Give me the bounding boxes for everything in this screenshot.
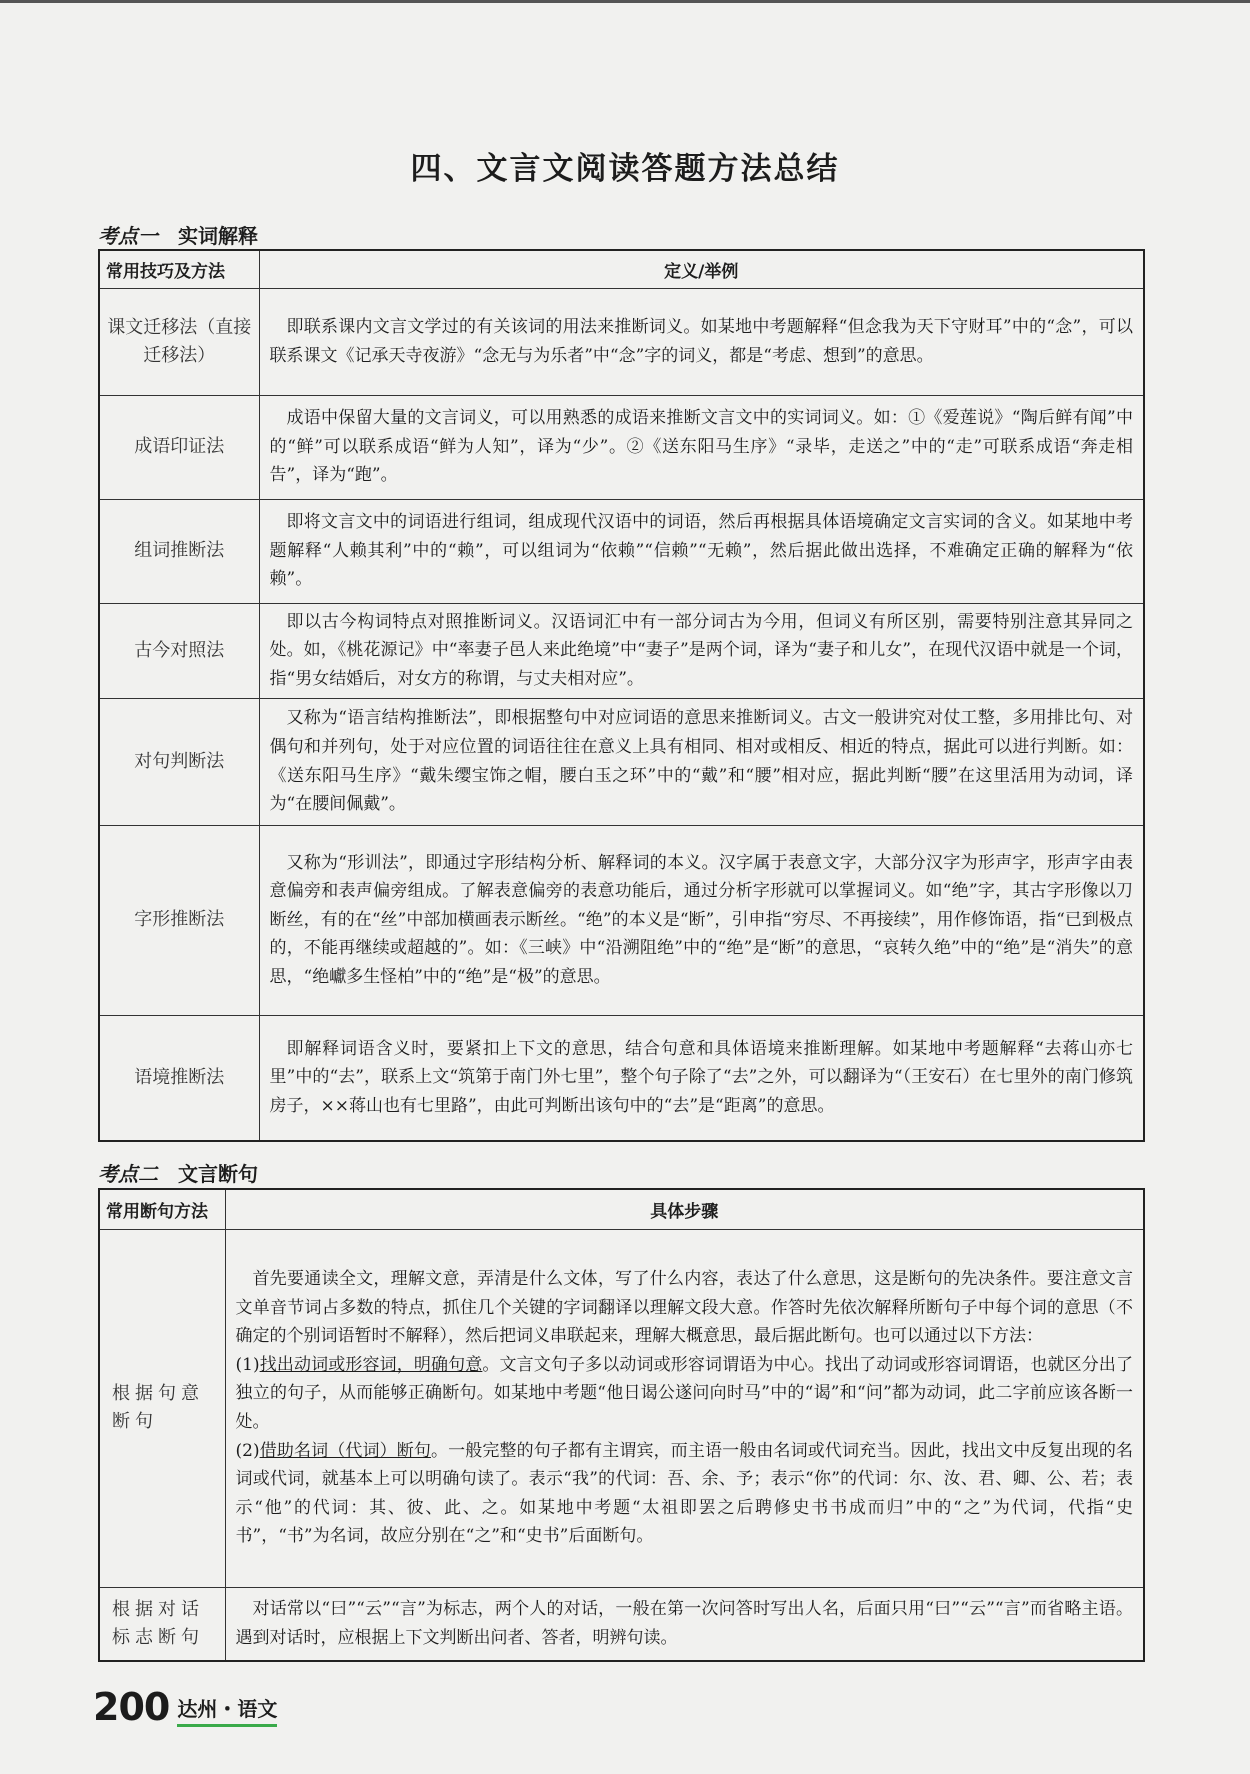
section-number: 考点二 <box>98 1162 158 1186</box>
method-cell: 组词推断法 <box>99 499 259 603</box>
method-item-2: (2)借助名词（代词）断句。一般完整的句子都有主谓宾，而主语一般由名词或代词充当。因此，找出文中反复出现的名词或代词，就基本上可以明确句读了。表示“我”的代词：吾、余、予；表示“你”的代词：尔、汝、君、卿、公、若；表示“他”的代词：其、彼、此、之。如某地中考题“太祖即罢之后聘修史书书成而归”中的“之”为代词，代指“史书”，“书”为名词，故应分别在“之”和“史书”后面断句。 <box>235 1440 1134 1547</box>
section-heading-2 <box>98 1158 258 1187</box>
method-cell: 课文迁移法（直接迁移法） <box>99 288 259 395</box>
description-cell: 又称为“形训法”，即通过字形结构分析、解释词的本义。汉字属于表意文字，大部分汉字为形声字，形声字由表意偏旁和表声偏旁组成。了解表意偏旁的表意功能后，通过分析字形就可以掌握词义。如“绝”字，其古字形像以刀断丝，有的在“丝”中部加横画表示断丝。“绝”的本义是“断”，引申指“穷尽、不再接续”，用作修饰语，指“已到极点的，不能再继续或超越的”。如：《三峡》中“沿溯阻绝”中的“绝”是“断”的意思，“哀转久绝”中的“绝”是“消失”的意思，“绝巘多生怪柏”中的“绝”是“极”的意思。 <box>259 825 1144 1015</box>
description-cell: 又称为“语言结构推断法”，即根据整句中对应词语的意思来推断词义。古文一般讲究对仗工整，多用排比句、对偶句和并列句，处于对应位置的词语往往在意义上具有相同、相对或相反、相近的特点，据此可以进行判断。如：《送东阳马生序》“戴朱缨宝饰之帽，腰白玉之环”中的“戴”和“腰”相对应，据此判断“腰”在这里活用为动词，译为“在腰间佩戴”。 <box>259 698 1144 825</box>
intro-paragraph: 首先要通读全文，理解文意，弄清是什么文体，写了什么内容，表达了什么意思，这是断句的先决条件。要注意文言文单音节词占多数的特点，抓住几个关键的字词翻译以理解文段大意。作答时先依次解释所断句子中每个词的意思（不确定的个别词语暂时不解释），然后把词义串联起来，理解大概意思，最后据此断句。也可以通过以下方法： <box>235 1269 1133 1347</box>
method-cell: 对句判断法 <box>99 698 259 825</box>
column-header-steps: 具体步骤 <box>225 1189 1144 1229</box>
table-row <box>99 288 1144 395</box>
method-cell: 字形推断法 <box>99 825 259 1015</box>
method-item-1: (1)找出动词或形容词，明确句意。文言文句子多以动词或形容词谓语为中心。找出了动词或形容词谓语，也就区分出了独立的句子，从而能够正确断句。如某地中考题“他日谒公遂问向时马”中的“谒”和“问”都为动词，此二字前应该各断一处。 <box>235 1354 1134 1432</box>
section-title: 文言断句 <box>178 1162 258 1186</box>
book-title: 达州・语文 <box>177 1696 278 1721</box>
table-row <box>99 603 1144 698</box>
section-number: 考点一 <box>98 224 158 248</box>
page-number: 200 <box>93 1685 170 1729</box>
description-cell: 成语中保留大量的文言词义，可以用熟悉的成语来推断文言文中的实词词义。如：①《爱莲说》“陶后鲜有闻”中的“鲜”可以联系成语“鲜为人知”，译为“少”。②《送东阳马生序》“录毕，走送之”中的“走”可联系成语“奔走相告”，译为“跑”。 <box>259 395 1144 499</box>
description-cell: 即将文言文中的词语进行组词，组成现代汉语中的词语，然后再根据具体语境确定文言实词的含义。如某地中考题解释“人赖其利”中的“赖”，可以组词为“依赖”“信赖”“无赖”，然后据此做出选择，不难确定正确的解释为“依赖”。 <box>259 499 1144 603</box>
top-rule <box>0 0 1250 3</box>
column-header-method: 常用技巧及方法 <box>99 250 259 288</box>
description-cell: 即联系课内文言文学过的有关该词的用法来推断词义。如某地中考题解释“但念我为天下守财耳”中的“念”，可以联系课文《记承天寺夜游》“念无与为乐者”中“念”字的词义，都是“考虑、想到”的意思。 <box>259 288 1144 395</box>
table-row <box>99 395 1144 499</box>
table-row <box>99 1015 1144 1141</box>
method-cell: 根据对话标志断句 <box>99 1587 225 1661</box>
method-cell: 根据句意断句 <box>99 1229 225 1587</box>
description-cell: 即解释词语含义时，要紧扣上下文的意思，结合句意和具体语境来推断理解。如某地中考题解释“去蒋山亦七里”中的“去”，联系上文“筑第于南门外七里”，整个句子除了“去”之外，可以翻译为“（王安石）在七里外的南门修筑房子，××蒋山也有七里路”，由此可判断出该句中的“去”是“距离”的意思。 <box>259 1015 1144 1141</box>
description-cell: 对话常以“曰”“云”“言”为标志，两个人的对话，一般在第一次问答时写出人名，后面只用“曰”“云”“言”而省略主语。遇到对话时，应根据上下文判断出问者、答者，明辨句读。 <box>225 1587 1144 1661</box>
method-cell: 古今对照法 <box>99 603 259 698</box>
table-row <box>99 698 1144 825</box>
sentence-break-table <box>98 1188 1145 1662</box>
method-cell: 语境推断法 <box>99 1015 259 1141</box>
table-row <box>99 499 1144 603</box>
section-title: 实词解释 <box>178 224 258 248</box>
description-cell: 即以古今构词特点对照推断词义。汉语词汇中有一部分词古为今用，但词义有所区别，需要特别注意其异同之处。如，《桃花源记》中“率妻子邑人来此绝境”中“妻子”是两个词，译为“妻子和儿女”，在现代汉语中就是一个词，指“男女结婚后，对女方的称谓，与丈夫相对应”。 <box>259 603 1144 698</box>
method-cell: 成语印证法 <box>99 395 259 499</box>
table-row <box>99 1229 1144 1587</box>
page-footer <box>93 1685 277 1729</box>
description-cell <box>225 1229 1144 1587</box>
table-row <box>99 825 1144 1015</box>
word-meaning-table <box>98 249 1145 1142</box>
table-row <box>99 1587 1144 1661</box>
section-heading-1 <box>98 220 258 249</box>
column-header-definition: 定义/举例 <box>259 250 1144 288</box>
page-title: 四、文言文阅读答题方法总结 <box>410 151 840 187</box>
column-header-method: 常用断句方法 <box>99 1189 225 1229</box>
